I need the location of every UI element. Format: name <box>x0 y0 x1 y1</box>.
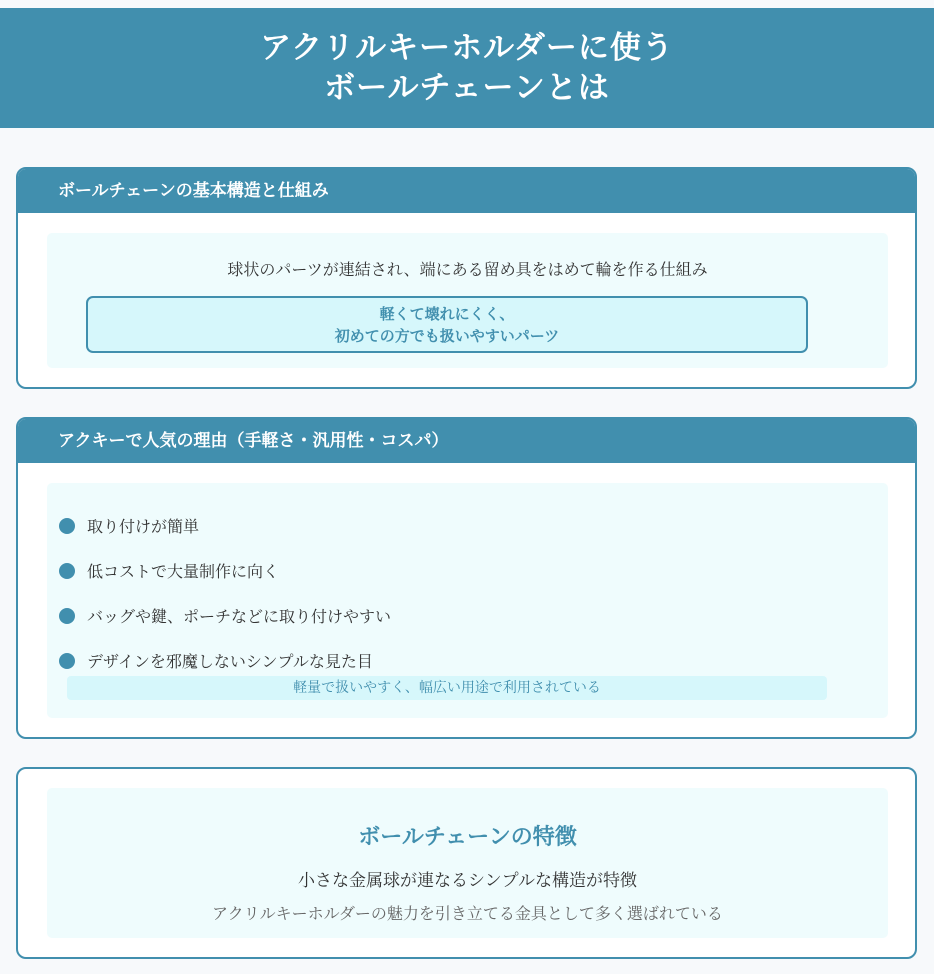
reasons-note: 軽量で扱いやすく、幅広い用途で利用されている <box>67 676 827 700</box>
list-item-text: バッグや鍵、ポーチなどに取り付けやすい <box>87 607 392 626</box>
features-card <box>16 767 917 959</box>
page-title-line1: アクリルキーホルダーに使う <box>260 30 674 66</box>
structure-highlight <box>86 296 808 353</box>
list-item <box>59 548 391 593</box>
list-item <box>59 503 391 548</box>
reasons-card-title: アクキーで人気の理由（手軽さ・汎用性・コスパ） <box>18 419 915 463</box>
bullet-dot-icon <box>59 563 75 579</box>
list-item-text: 低コストで大量制作に向く <box>87 562 280 581</box>
bullet-dot-icon <box>59 518 75 534</box>
reasons-card <box>16 417 917 739</box>
bullet-dot-icon <box>59 653 75 669</box>
highlight-line1: 軽くて壊れにくく、 <box>379 304 515 323</box>
list-item-text: 取り付けが簡単 <box>87 517 200 536</box>
page-title-line2: ボールチェーンとは <box>324 70 610 106</box>
structure-card <box>16 167 917 389</box>
reasons-panel <box>47 483 888 718</box>
features-panel <box>47 788 888 938</box>
list-item <box>59 593 391 638</box>
features-subtitle: 小さな金属球が連なるシンプルな構造が特徴 <box>298 871 637 891</box>
reasons-list <box>59 503 391 683</box>
features-description: アクリルキーホルダーの魅力を引き立てる金具として多く選ばれている <box>212 904 723 923</box>
features-title: ボールチェーンの特徴 <box>358 825 577 850</box>
structure-panel <box>47 233 888 368</box>
bullet-dot-icon <box>59 608 75 624</box>
list-item-text: デザインを邪魔しないシンプルな見た目 <box>87 652 373 671</box>
page-header <box>0 8 934 128</box>
structure-text: 球状のパーツが連結され、端にある留め具をはめて輪を作る仕組み <box>227 260 708 279</box>
highlight-line2: 初めての方でも扱いやすいパーツ <box>334 326 560 345</box>
structure-card-title: ボールチェーンの基本構造と仕組み <box>18 169 915 213</box>
